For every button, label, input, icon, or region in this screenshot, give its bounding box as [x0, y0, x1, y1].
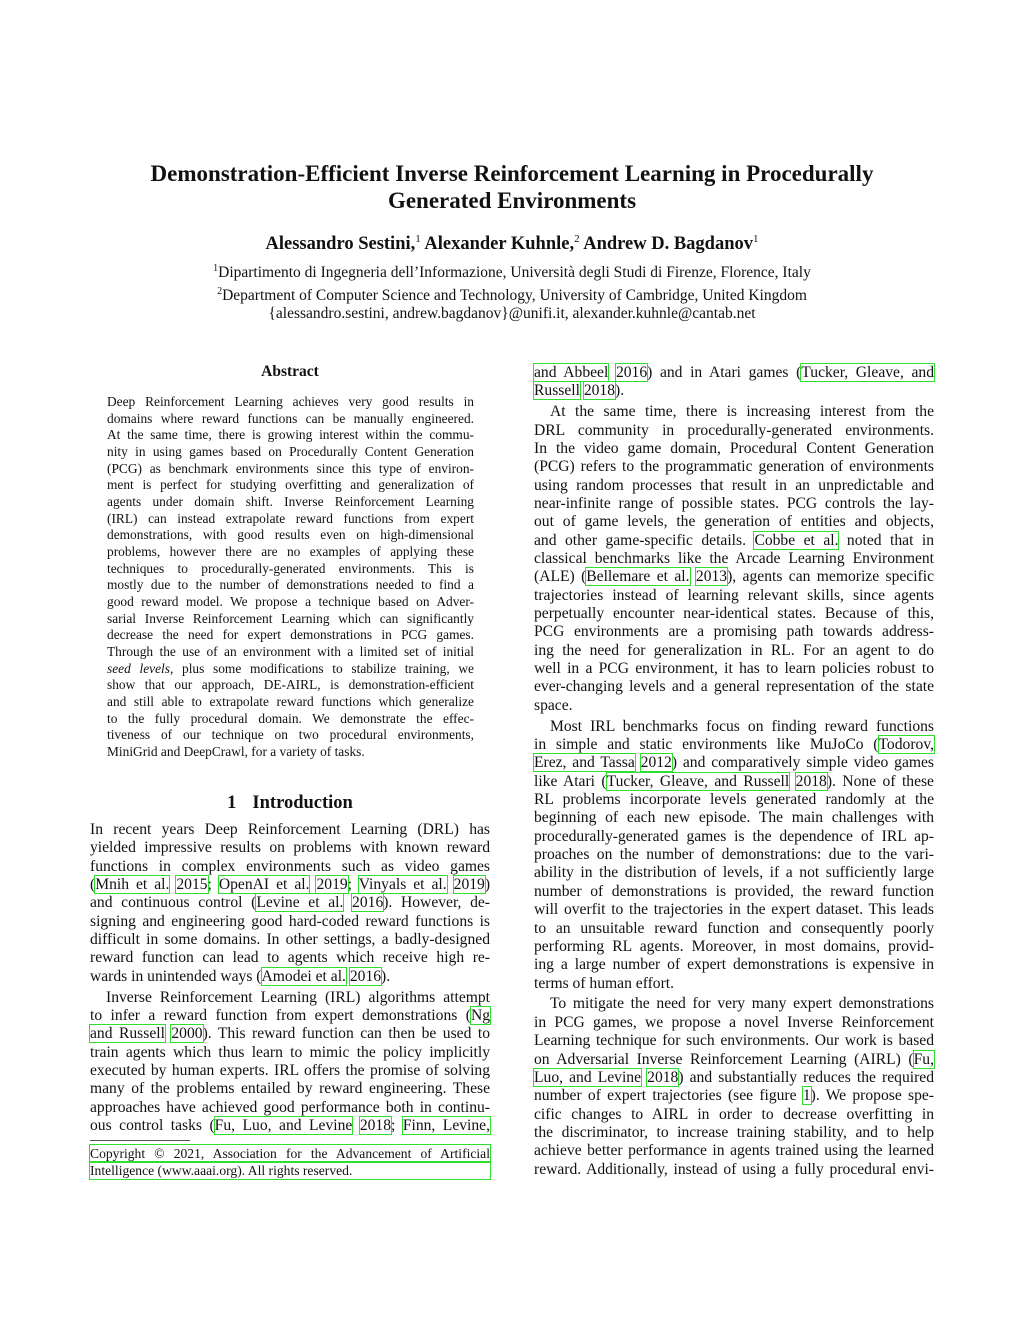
text-run: yielded impressive results on problems with known reward [90, 839, 490, 857]
affiliations [0, 260, 1024, 324]
text-run: ; [207, 876, 219, 894]
text-run: At the same time, there is growing interest within the commu- [107, 427, 474, 443]
text-line [107, 661, 474, 678]
text-line [90, 1062, 490, 1080]
text-line [534, 1106, 934, 1124]
text-line [107, 711, 474, 728]
text-line [107, 611, 474, 628]
citation-link[interactable]: Todorov, [878, 736, 934, 754]
text-run: ( [90, 876, 96, 894]
text-run: train agents which thus learn to mimic the policy implicitly [90, 1043, 490, 1061]
affiliation-text: Department of Computer Science and Technology, University of Cambridge, United Kingdom [222, 286, 807, 304]
text-run: (IRL) can instead extrapolate reward functions from expert [107, 510, 474, 526]
text-line [534, 1014, 934, 1032]
text-run [447, 876, 454, 893]
text-line [534, 773, 934, 791]
text-line [107, 477, 474, 494]
affil-mark: 2 [217, 285, 223, 297]
text-run: ; [391, 1117, 403, 1135]
text-run: well in a PCG environment, it has to learn policies robust to [534, 660, 934, 678]
text-run: reward. Additionally, instead of using a fully procedural envi- [534, 1160, 934, 1178]
text-line [90, 1117, 490, 1135]
text-run: using random processes that result in an unpredictable and [534, 476, 934, 494]
text-line [534, 995, 934, 1013]
text-run: ). We propose spe- [810, 1087, 934, 1105]
text-run: out of game levels, the generation of entities and objects, [534, 513, 934, 531]
text-line [534, 660, 934, 678]
text-line [534, 864, 934, 882]
text-line [107, 444, 474, 461]
text-line [107, 427, 474, 444]
citation-link[interactable]: Vinyals et al. [358, 876, 447, 894]
text-run: and continuous control ( [90, 894, 257, 912]
text-run: ). None of these [826, 772, 934, 790]
text-line [534, 605, 934, 623]
emphasis-text: seed levels [107, 660, 170, 676]
paper-title [0, 160, 1024, 214]
text-run: In recent years Deep Reinforcement Learning (DRL) has [90, 821, 490, 838]
citation-link[interactable]: Levine et al. [256, 894, 344, 912]
text-run: MiniGrid and DeepCrawl, for a variety of tasks. [107, 744, 365, 760]
text-line [90, 1044, 490, 1062]
text-run: the discriminator, to increase training stability, and to help [534, 1123, 934, 1141]
text-run: will overfit to the trajectories in the expert dataset. This leads [534, 901, 934, 919]
text-line [534, 883, 934, 901]
text-line [90, 931, 490, 949]
citation-link[interactable]: and Russell [90, 1025, 165, 1043]
text-line [534, 754, 934, 772]
affiliation-2 [0, 283, 1024, 306]
citation-link[interactable]: 2016 [349, 967, 382, 985]
text-line [107, 677, 474, 694]
text-run: difficult in some domains. In other settings, a badly-designed [90, 931, 490, 949]
text-line [90, 913, 490, 931]
paragraph [107, 394, 474, 761]
text-run: noted that in [838, 531, 934, 549]
text-run: In the video game domain, Procedural Content Generation [534, 439, 934, 457]
section-number: 1 [227, 793, 237, 813]
text-line [534, 1161, 934, 1179]
text-line [534, 1069, 934, 1087]
text-run: number of expert trajectories (see figure [534, 1087, 803, 1105]
text-run [352, 1117, 359, 1134]
text-run [690, 568, 696, 585]
text-line [90, 1099, 490, 1117]
text-run: classical benchmarks like the Arcade Learning Environment [534, 550, 934, 568]
copyright-line-1[interactable]: Copyright © 2021, Association for the Advancement of Artificial [90, 1146, 490, 1161]
text-line [534, 846, 934, 864]
citation-link[interactable]: 2018 [583, 382, 616, 400]
text-run: reward function can lead to agents which receive high re- [90, 949, 490, 967]
author-affil-mark: 2 [574, 233, 580, 245]
text-run: show that our approach, DE-AIRL, is demonstration-efficient [107, 677, 474, 693]
text-line [534, 678, 934, 696]
citation-link[interactable]: 2016 [615, 364, 648, 381]
text-run: achieve better performance in agents trained using the learned [534, 1142, 934, 1160]
text-run: nity in using games based on Procedurally Content Generation [107, 444, 474, 460]
text-line [534, 791, 934, 809]
text-line [90, 1080, 490, 1098]
text-line [534, 587, 934, 605]
text-line [534, 568, 934, 586]
abstract-heading: Abstract [261, 363, 319, 380]
text-line [534, 403, 934, 421]
text-line [107, 727, 474, 744]
text-run [343, 894, 352, 911]
author-affil-mark: 1 [753, 233, 759, 245]
text-line [107, 511, 474, 528]
text-run: ), agents can memorize specific [727, 568, 935, 586]
abstract-body [107, 394, 474, 761]
author-name: Alessandro Sestini, [265, 234, 416, 255]
text-line [107, 561, 474, 578]
citation-link[interactable]: Luo, and Levine [534, 1068, 642, 1086]
citation-link[interactable]: Tucker, Gleave, and Russell [606, 772, 790, 790]
text-run: ous control tasks ( [90, 1117, 215, 1135]
paragraph [90, 821, 490, 986]
text-line [90, 858, 490, 876]
citation-link[interactable]: 2016 [352, 894, 384, 912]
text-run: to infer a reward function from expert demonstrations ( [90, 1007, 471, 1025]
paragraph [534, 403, 934, 715]
text-run: ) [484, 876, 491, 894]
text-run: to the fully procedural domain. We demonstrate the effec- [107, 710, 474, 726]
text-run: problems, however there are no examples of applying these [107, 544, 474, 560]
author-emails: {alessandro.sestini, andrew.bagdanov}@unifi.it, alexander.kuhnle@cantab.net [268, 305, 756, 323]
text-line [90, 894, 490, 912]
author-name: Alexander Kuhnle, [424, 234, 575, 255]
citation-link[interactable]: Ng [470, 1007, 490, 1025]
text-run: wards in unintended ways ( [90, 967, 262, 985]
citation-link[interactable]: and Abbeel [534, 364, 609, 381]
text-run: DRL community in procedurally-generated environments. [534, 421, 934, 439]
text-line [107, 461, 474, 478]
text-line [107, 627, 474, 644]
citation-link[interactable]: OpenAI et al. [218, 876, 310, 894]
text-line [107, 577, 474, 594]
text-run: ) and substantially reduces the required [678, 1068, 934, 1086]
text-run: trajectories instead of learning relevant skills, since agents [534, 586, 934, 604]
text-run: ing a large number of expert demonstrations is expensive in [534, 956, 934, 974]
text-line [534, 809, 934, 827]
citation-link[interactable]: Finn, Levine, [402, 1117, 491, 1135]
text-run: procedurally-generated games is the dependence of IRL ap- [534, 827, 934, 845]
text-run: Deep Reinforcement Learning achieves very good results in [107, 394, 474, 409]
text-run: performing RL agents. Moreover, in most domains, provid- [534, 937, 934, 955]
text-run: sarial Inverse Reinforcement Learning which can significantly [107, 610, 474, 626]
text-line [107, 394, 474, 411]
text-run: Most IRL benchmarks focus on finding reward functions [550, 717, 934, 735]
text-line [534, 477, 934, 495]
text-run: (ALE) ( [534, 568, 587, 586]
text-run: on Adversarial Inverse Reinforcement Learning (AIRL) ( [534, 1050, 914, 1068]
text-run: RL problems incorporate levels generated randomly at the [534, 791, 934, 809]
text-line [534, 440, 934, 458]
citation-link[interactable]: Amodei et al. [261, 967, 346, 985]
text-run: executed by human experts. IRL offers the promise of solving [90, 1062, 490, 1080]
text-run: (PCG) as benchmark environments since this type of environ- [107, 460, 474, 476]
text-run: ). This reward function can then be used to [202, 1025, 490, 1043]
paragraph [534, 718, 934, 993]
text-line [534, 1087, 934, 1105]
text-line [90, 1025, 490, 1043]
text-run: domains where reward functions can be manually engineered. [107, 410, 474, 426]
text-run: PCG environments are a promising path towards address- [534, 623, 934, 641]
text-line [90, 989, 490, 1007]
text-line [534, 1051, 934, 1069]
text-line [534, 513, 934, 531]
affiliation-1 [0, 260, 1024, 283]
text-line [107, 494, 474, 511]
text-run: to an unsuitable reward function and consequently poorly [534, 919, 934, 937]
paragraph [534, 995, 934, 1178]
citation-link[interactable]: 2013 [695, 568, 728, 586]
section-title: Introduction [252, 793, 353, 813]
text-run: space. [534, 696, 573, 714]
text-run: many of the problems entailed by reward engineering. These [90, 1080, 490, 1098]
text-run: in PCG games, we propose a novel Inverse Reinforcement [534, 1013, 934, 1031]
text-line [534, 1032, 934, 1050]
text-run: terms of human effort. [534, 974, 675, 992]
text-run: (PCG) refers to the programmatic generation of environments [534, 458, 934, 476]
title-line-1: Demonstration-Efficient Inverse Reinforcement Learning in Procedurally [150, 161, 874, 186]
text-line [534, 1124, 934, 1142]
citation-link[interactable]: Bellemare et al. [586, 568, 690, 586]
right-column-body [534, 364, 934, 1179]
text-run: proaches on the number of demonstrations: due to the vari- [534, 846, 934, 864]
text-line [534, 458, 934, 476]
text-line [534, 382, 934, 400]
text-run: number of demonstrations is provided, the reward function [534, 882, 934, 900]
text-run: approaches have achieved good performance both in continu- [90, 1098, 490, 1116]
section-heading-introduction [90, 793, 490, 814]
text-line [107, 527, 474, 544]
text-line [534, 938, 934, 956]
text-run: ever-changing levels and a general representation of the state [534, 678, 934, 696]
text-line [90, 968, 490, 986]
text-run: Inverse Reinforcement Learning (IRL) algorithms attempt [106, 988, 490, 1006]
left-column-body [90, 821, 490, 1135]
title-line-2: Generated Environments [387, 188, 637, 213]
text-run: perpetually encounter near-identical states. Because of this, [534, 605, 934, 623]
text-run: ). [381, 967, 391, 985]
citation-link[interactable]: 2018 [359, 1117, 391, 1135]
text-run: in simple and static environments like MuJoCo ( [534, 736, 879, 754]
citation-link[interactable]: 2018 [647, 1068, 679, 1086]
citation-link[interactable]: Russell [534, 382, 580, 400]
citation-link[interactable]: 2012 [640, 754, 672, 772]
text-run: beginning of each new episode. The main challenges with [534, 809, 934, 827]
text-line [107, 594, 474, 611]
text-run: ). However, de- [383, 894, 490, 912]
text-line [90, 839, 490, 857]
text-line [534, 975, 934, 993]
text-line [90, 876, 490, 894]
text-run: Learning technique for such environments. Our work is based [534, 1032, 934, 1050]
text-run [608, 364, 616, 381]
text-line [107, 544, 474, 561]
text-run: techniques to procedurally-generated environments. This is [107, 560, 474, 576]
citation-link[interactable]: Erez, and Tassa [534, 754, 635, 772]
text-run: , plus some modifications to stabilize training, we [169, 660, 474, 676]
text-line [107, 411, 474, 428]
citation-link[interactable]: Cobbe et al. [754, 531, 839, 549]
text-run: and still able to extrapolate reward functions which generalize [107, 694, 474, 710]
text-run: ; [347, 876, 359, 894]
citation-link[interactable]: 2019 [453, 876, 485, 894]
paragraph [90, 989, 490, 1136]
text-line [534, 550, 934, 568]
text-line [534, 736, 934, 754]
text-run: signing and engineering good hard-coded reward functions is [90, 912, 490, 930]
text-run [789, 773, 795, 790]
affil-mark: 1 [213, 263, 219, 274]
text-run: mostly due to the number of demonstrations needed to find a [107, 577, 474, 593]
copyright-line-2[interactable]: Intelligence (www.aaai.org). All rights reserved. [90, 1162, 490, 1179]
text-run: good reward model. We propose a technique based on Adver- [107, 594, 474, 610]
text-run: ). [615, 382, 625, 400]
text-line [534, 901, 934, 919]
affiliation-text: Dipartimento di Ingegneria dell’Informazione, Università degli Studi di Firenze, Florence, Italy [218, 264, 811, 282]
text-run: ) and in Atari games ( [647, 364, 802, 381]
text-line [107, 744, 474, 761]
text-run: like Atari ( [534, 772, 607, 790]
text-line [534, 718, 934, 736]
text-line [90, 949, 490, 967]
text-run: ) and comparatively simple video games [671, 754, 934, 772]
citation-link[interactable]: 2015 [176, 876, 208, 894]
text-run: decrease the need for expert demonstrations in PCG games. [107, 627, 474, 643]
text-run: ing the need for generalization in RL. For an agent to do [534, 641, 934, 659]
text-run: near-infinite range of possible states. PCG controls the lay- [534, 495, 934, 512]
citation-link[interactable]: Tucker, Gleave, and [801, 364, 934, 381]
author-affil-mark: 1 [415, 233, 421, 245]
citation-link[interactable]: 1 [802, 1087, 811, 1105]
text-run: and other game-specific details. [534, 531, 755, 549]
citation-link[interactable]: 2018 [795, 772, 827, 790]
text-line [90, 821, 490, 839]
footnote-rule [90, 1140, 190, 1141]
text-line [534, 364, 934, 382]
author-name: Andrew D. Bagdanov [583, 234, 753, 255]
text-line [534, 422, 934, 440]
text-run: Through the use of an environment with a limited set of initial [107, 644, 474, 660]
text-run [635, 754, 641, 771]
citation-link[interactable]: 2019 [316, 876, 348, 894]
text-line [90, 1007, 490, 1025]
text-line [534, 828, 934, 846]
text-run: tiveness of our technique on two procedural environments, [107, 727, 474, 743]
text-line [107, 644, 474, 661]
citation-link[interactable]: Fu, Luo, and Levine [214, 1117, 353, 1135]
text-line [534, 697, 934, 715]
text-run: ability in the distribution of levels, if a not sufficiently large [534, 864, 934, 882]
text-line [534, 956, 934, 974]
text-line [534, 495, 934, 513]
text-run: demonstrations, with good results even on high-dimensional [107, 527, 474, 543]
text-line [534, 623, 934, 641]
citation-link[interactable]: Mnih et al. [95, 876, 170, 894]
paragraph [534, 364, 934, 401]
citation-link[interactable]: Fu, [913, 1050, 934, 1068]
text-line [534, 920, 934, 938]
text-run: agents under domain shift. Inverse Reinforcement Learning [107, 494, 474, 510]
text-run: To mitigate the need for very many expert demonstrations [550, 995, 934, 1013]
text-line [107, 694, 474, 711]
text-line [534, 532, 934, 550]
text-line [534, 642, 934, 660]
text-run: functions in complex environments such as video games [90, 857, 490, 875]
copyright-footnote[interactable] [90, 1145, 490, 1179]
text-run: cific changes to AIRL in order to decrease overfitting in [534, 1105, 934, 1123]
citation-link[interactable]: 2000 [171, 1025, 203, 1043]
text-line [534, 1142, 934, 1160]
text-run: At the same time, there is increasing interest from the [550, 403, 934, 421]
text-run: ment is perfect for studying overfitting and generalization of [107, 477, 474, 493]
author-list [0, 233, 1024, 255]
